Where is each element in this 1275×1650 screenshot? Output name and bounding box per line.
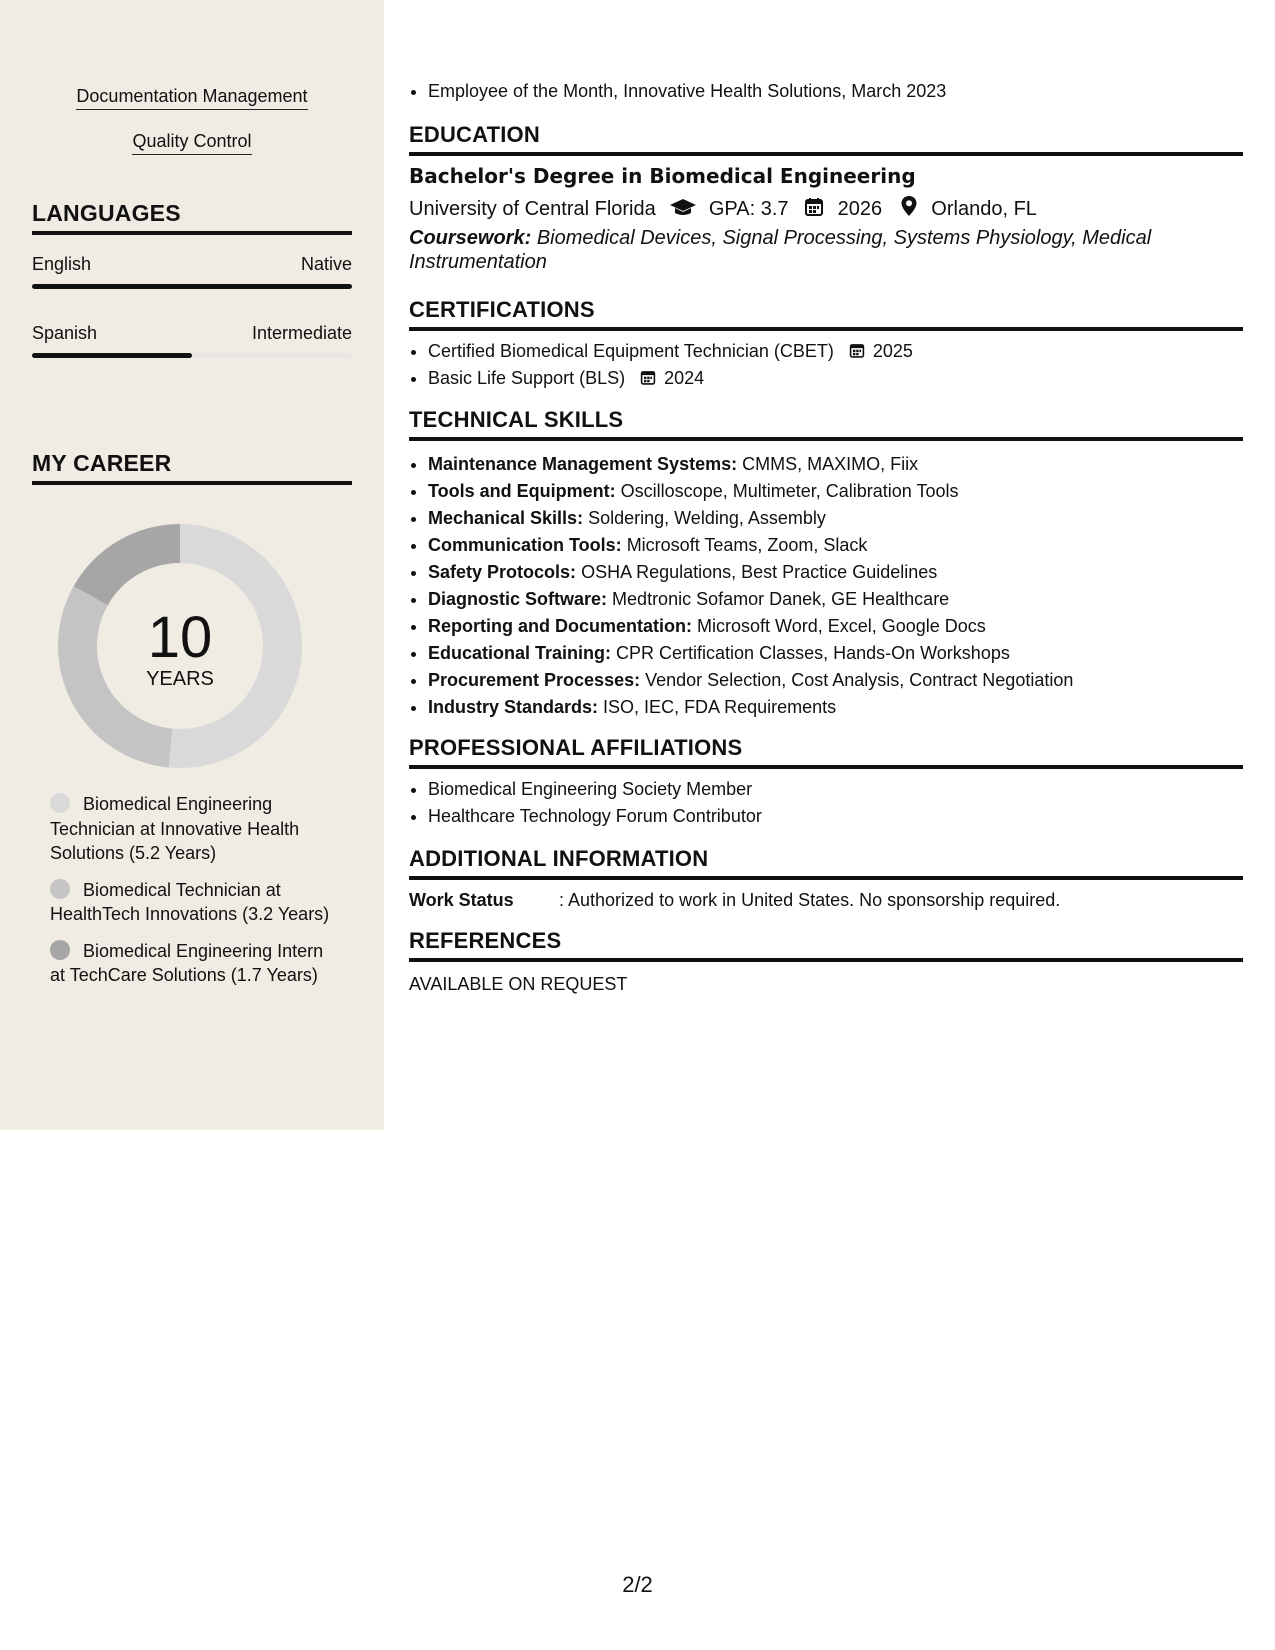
skill-values: OSHA Regulations, Best Practice Guidelines (581, 562, 938, 582)
certification-name: Certified Biomedical Equipment Technician (CBET) (428, 341, 834, 361)
calendar-icon (849, 342, 865, 359)
certifications-heading: CERTIFICATIONS (409, 297, 1243, 331)
affiliation-item: • Biomedical Engineering Society Member (428, 776, 762, 803)
map-pin-icon (900, 195, 918, 217)
certification-name: Basic Life Support (BLS) (428, 368, 626, 388)
certification-item (428, 338, 913, 365)
skill-values: Medtronic Sofamor Danek, GE Healthcare (612, 589, 950, 609)
education-heading: EDUCATION (409, 122, 1243, 156)
skill-item (428, 451, 1073, 478)
work-status-value: : Authorized to work in United States. No sponsorship required. (559, 890, 1061, 910)
graduation-cap-icon (669, 197, 697, 217)
page-number: 2/2 (622, 1572, 653, 1597)
career-heading: MY CAREER (32, 450, 352, 485)
legend-dot (50, 879, 70, 899)
skill-category: Reporting and Documentation: (428, 616, 692, 636)
affiliations-list (409, 776, 762, 830)
degree-title: Bachelor's Degree in Biomedical Engineering (409, 164, 916, 188)
language-name: Spanish (32, 323, 98, 343)
legend-dot (50, 793, 70, 813)
skill-values: Microsoft Teams, Zoom, Slack (626, 535, 868, 555)
skill-category: Safety Protocols: (428, 562, 577, 582)
skill-tag: Documentation Management (76, 86, 307, 110)
education-location: Orlando, FL (931, 198, 1037, 221)
certification-year: 2025 (872, 341, 913, 361)
skill-item (428, 586, 1073, 613)
language-level: Native (300, 254, 352, 274)
career-item (50, 939, 340, 988)
skill-item (428, 694, 1073, 721)
language-name: English (32, 254, 92, 274)
graduation-year: 2026 (837, 198, 883, 221)
languages-heading: LANGUAGES (32, 200, 352, 235)
skill-values: ISO, IEC, FDA Requirements (603, 697, 837, 717)
language-row (32, 323, 352, 344)
skill-values: Microsoft Word, Excel, Google Docs (697, 616, 986, 636)
career-total: 10 (147, 605, 213, 670)
skill-category: Mechanical Skills: (428, 508, 584, 528)
career-donut-chart (58, 524, 302, 768)
skill-item (428, 532, 1073, 559)
skill-values: CPR Certification Classes, Hands-On Workshops (616, 643, 1010, 663)
skill-values: CMMS, MAXIMO, Fiix (742, 454, 919, 474)
skill-category: Educational Training: (428, 643, 612, 663)
skill-values: Vendor Selection, Cost Analysis, Contract Negotiation (645, 670, 1074, 690)
skill-item (428, 559, 1073, 586)
language-level: Intermediate (251, 323, 352, 343)
legend-dot (50, 940, 70, 960)
skill-item (428, 640, 1073, 667)
references-heading: REFERENCES (409, 928, 1243, 962)
coursework-list: Biomedical Devices, Signal Processing, Systems Physiology, Medical Instrumentation (409, 227, 1152, 273)
donut-segment-3 (74, 524, 180, 605)
language-bar (32, 353, 352, 358)
skill-category: Diagnostic Software: (428, 589, 608, 609)
career-item (50, 792, 340, 866)
certification-list (409, 338, 913, 392)
award-item: • Employee of the Month, Innovative Health Solutions, March 2023 (428, 78, 946, 105)
skill-item (428, 478, 1073, 505)
references-value: AVAILABLE ON REQUEST (409, 974, 628, 994)
technical-skills-heading: TECHNICAL SKILLS (409, 407, 1243, 441)
calendar-icon (804, 197, 824, 217)
certification-year: 2024 (664, 368, 705, 388)
career-label: Biomedical Engineering Technician at Innovative Health Solutions (5.2 Years) (50, 794, 300, 863)
skills-list (409, 451, 1073, 721)
affiliation-item: • Healthcare Technology Forum Contributor (428, 803, 762, 830)
skill-item (428, 667, 1073, 694)
additional-info-heading: ADDITIONAL INFORMATION (409, 846, 1243, 880)
calendar-icon (640, 369, 656, 386)
sidebar (0, 0, 384, 1130)
skill-values: Oscilloscope, Multimeter, Calibration Tools (620, 481, 959, 501)
language-bar (32, 284, 352, 289)
career-legend (50, 792, 340, 1000)
skill-tag: Quality Control (132, 131, 251, 155)
career-unit: YEARS (146, 668, 214, 690)
school-name: University of Central Florida (409, 198, 656, 221)
skill-category: Maintenance Management Systems: (428, 454, 738, 474)
skill-category: Procurement Processes: (428, 670, 641, 690)
gpa: GPA: 3.7 (708, 198, 789, 221)
career-label: Biomedical Engineering Intern at TechCare Solutions (1.7 Years) (50, 940, 324, 985)
skill-item (428, 613, 1073, 640)
skill-values: Soldering, Welding, Assembly (588, 508, 826, 528)
affiliations-heading: PROFESSIONAL AFFILIATIONS (409, 735, 1243, 769)
skill-item (428, 505, 1073, 532)
skill-category: Tools and Equipment: (428, 481, 616, 501)
language-row (32, 254, 352, 275)
work-status-label: Work Status (409, 890, 514, 910)
skill-category: Communication Tools: (428, 535, 622, 555)
skill-tags (0, 86, 384, 176)
skill-category: Industry Standards: (428, 697, 599, 717)
language-bar-fill (32, 353, 192, 358)
coursework-label: Coursework: (409, 227, 532, 249)
work-status (409, 890, 1060, 911)
award-list (409, 78, 946, 105)
coursework (409, 226, 1209, 274)
language-bar-fill (32, 284, 352, 289)
certification-item (428, 365, 913, 392)
career-item (50, 878, 340, 927)
education-meta (409, 195, 1037, 221)
career-label: Biomedical Technician at HealthTech Innovations (3.2 Years) (50, 879, 330, 924)
